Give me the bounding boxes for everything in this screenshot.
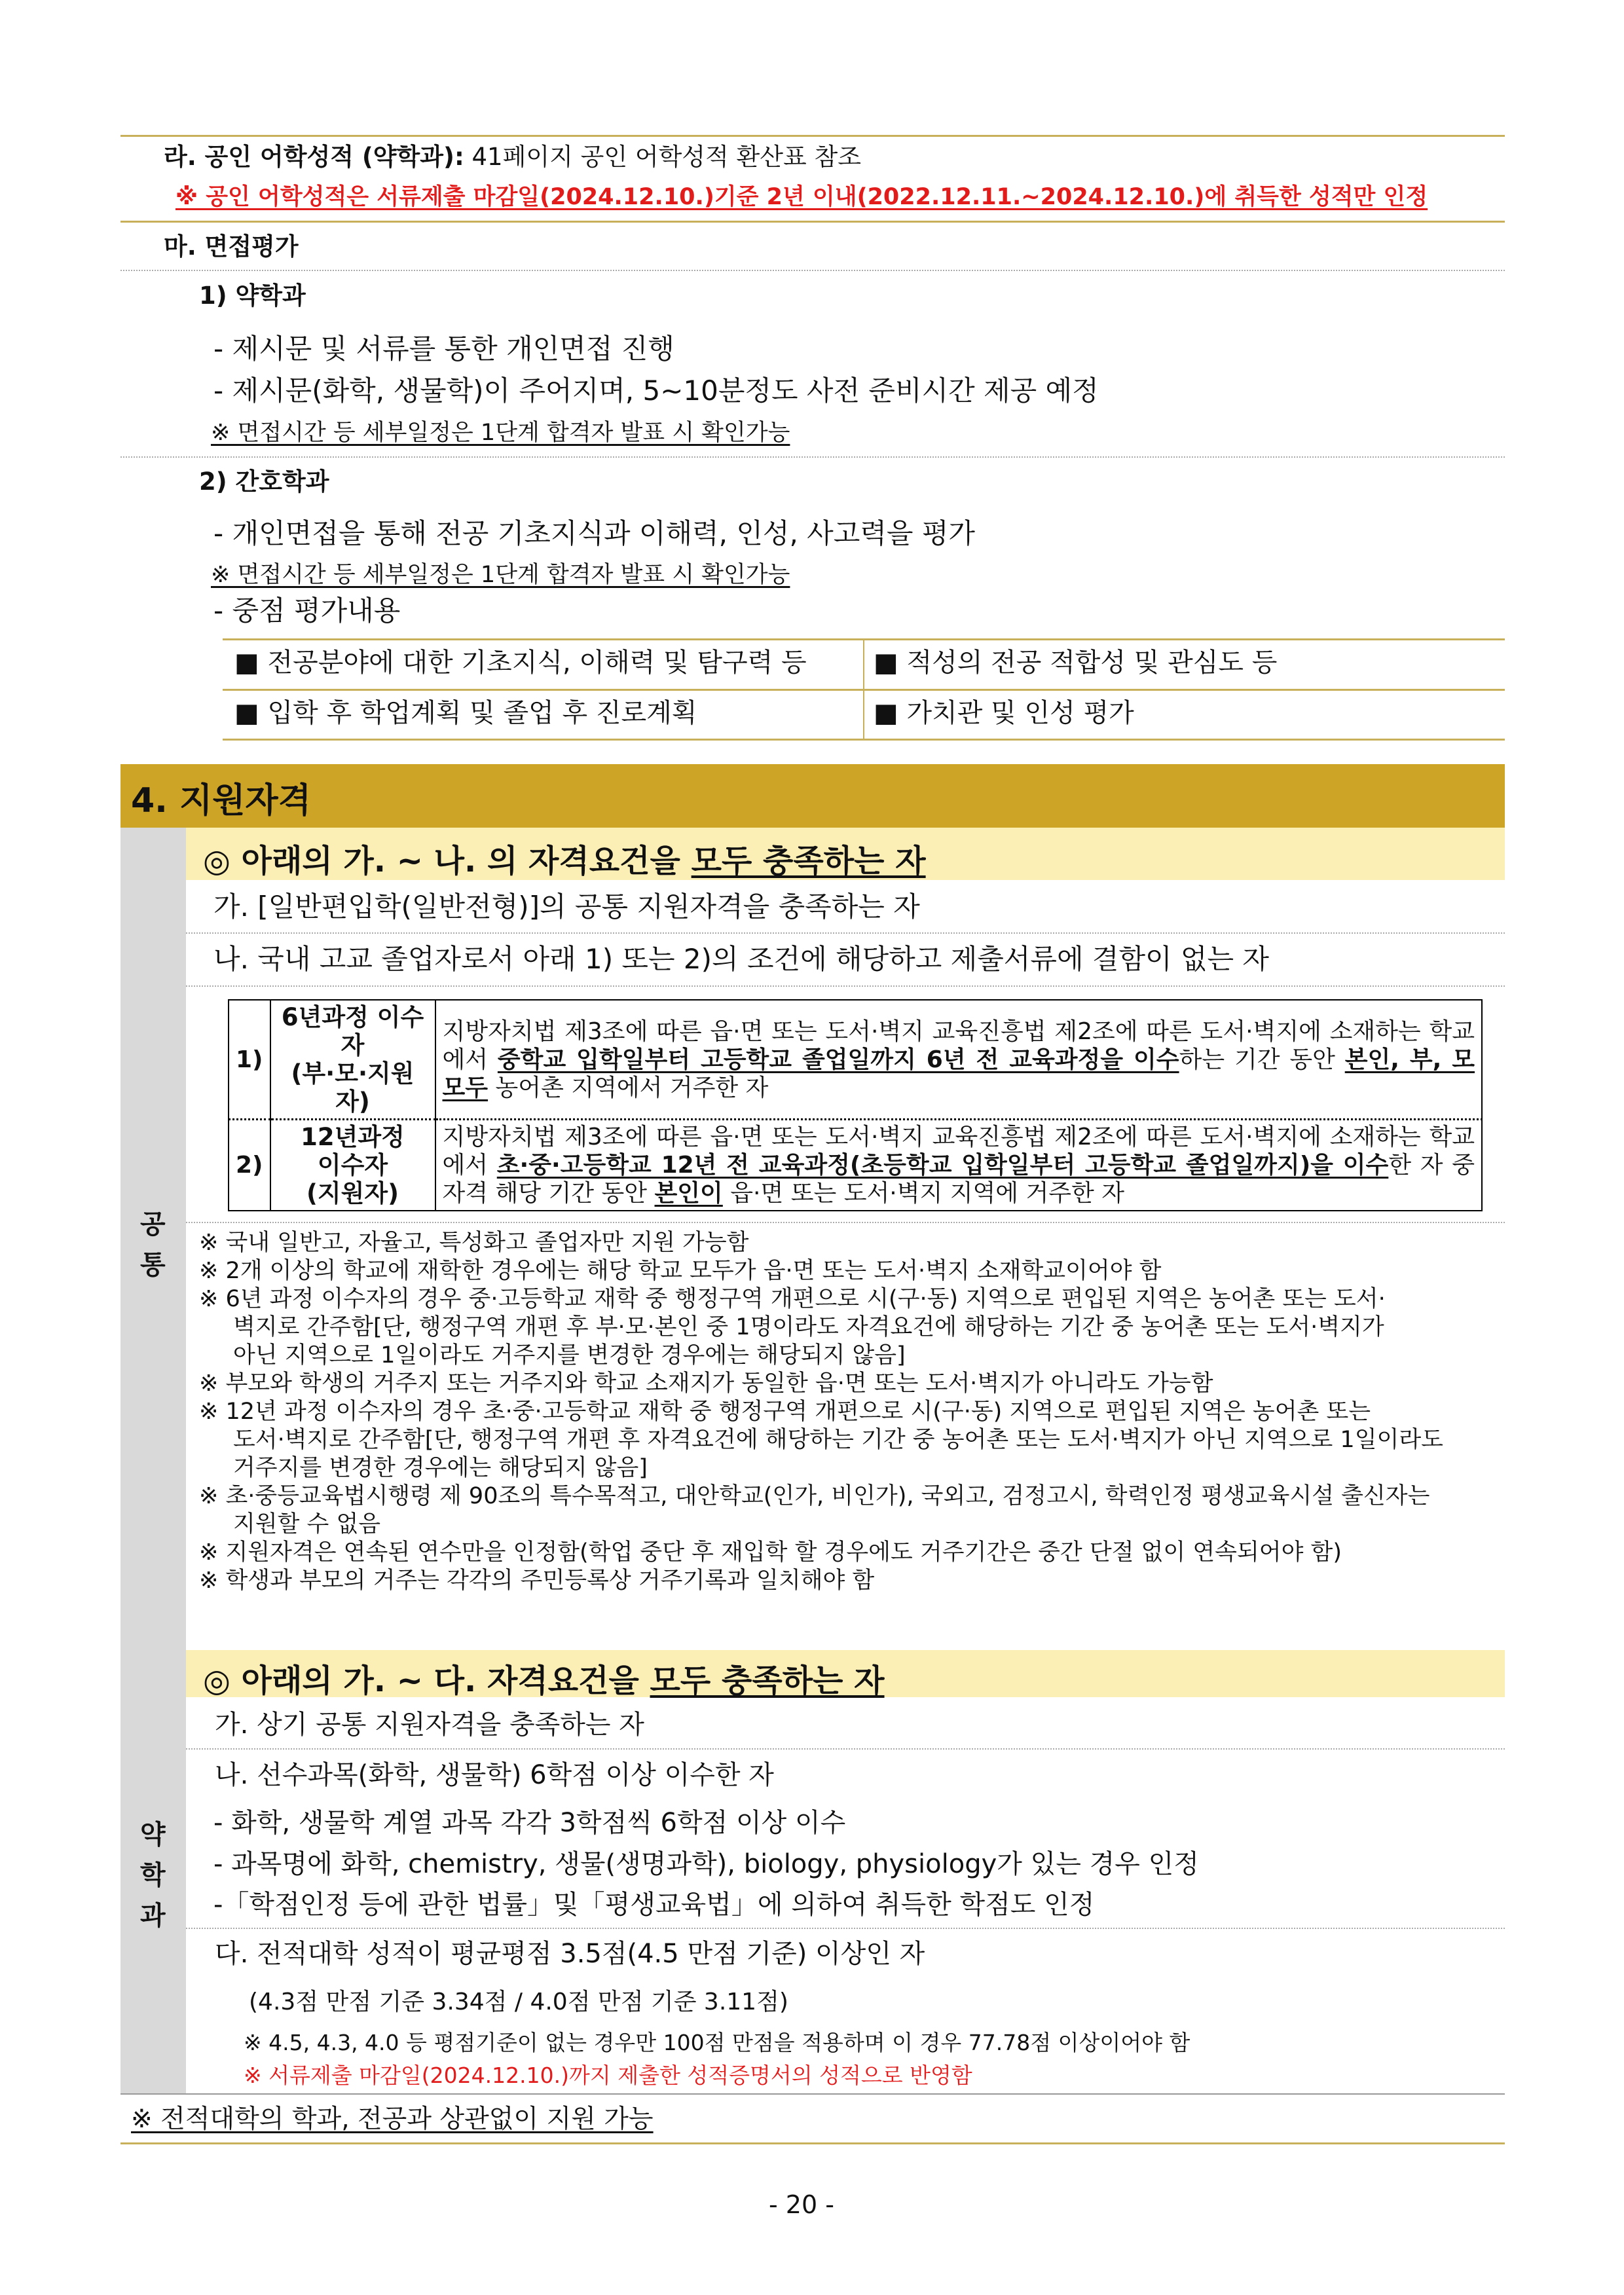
rule xyxy=(120,456,1505,458)
course-table xyxy=(228,999,1483,1211)
pharmacy-side-char: 약 xyxy=(140,1820,166,1850)
row-label: 6년과정 이수자 (부·모·지원자) xyxy=(270,1000,435,1120)
pharmacy-interview-item: - 제시문(화학, 생물학)이 주어지며, 5~10분정도 사전 준비시간 제공 예정 xyxy=(213,375,1099,407)
eval-item: ■ 적성의 전공 적합성 및 관심도 등 xyxy=(874,648,1278,678)
section-ma-title: 마. 면접평가 xyxy=(164,232,299,261)
note: ※ 6년 과정 이수자의 경우 중·고등학교 재학 중 행정구역 개편으로 시(구·동) 지역으로 편입된 지역은 농어촌 또는 도서· xyxy=(199,1286,1386,1312)
pharmacy-side-char: 학 xyxy=(140,1860,166,1890)
pharmacy-na-item: -「학점인정 등에 관한 법률」및「평생교육법」에 의하여 취득한 학점도 인정 xyxy=(213,1890,1095,1920)
pharmacy-da-sub: (4.3점 만점 기준 3.34점 / 4.0점 만점 기준 3.11점) xyxy=(249,1989,788,2015)
grid-rule xyxy=(223,739,1505,741)
row-description: 지방자치법 제3조에 따른 읍·면 또는 도서·벽지 교육진흥법 제2조에 따른 도서·벽지에 소재하는 학교에서 중학교 입학일부터 고등학교 졸업일까지 6년 전 교육과정을 이수하는 기간 동안 본인, 부, 모 모두 농어촌 지역에서 거주한 자 xyxy=(435,1000,1482,1120)
common-side-char: 통 xyxy=(140,1250,166,1280)
eval-item: ■ 입학 후 학업계획 및 졸업 후 진로계획 xyxy=(234,698,697,728)
eval-item: ■ 전공분야에 대한 기초지식, 이해력 및 탐구력 등 xyxy=(234,648,807,678)
pharmacy-side-char: 과 xyxy=(140,1901,166,1931)
common-side-char: 공 xyxy=(140,1209,166,1239)
nursing-interview-item: - 중점 평가내용 xyxy=(213,595,401,627)
row-label: 12년과정 이수자 (지원자) xyxy=(270,1120,435,1211)
note: ※ 부모와 학생의 거주지 또는 거주지와 학교 소재지가 동일한 읍·면 또는 도서·벽지가 아니라도 가능함 xyxy=(199,1370,1213,1397)
pharmacy-da: 다. 전적대학 성적이 평균평점 3.5점(4.5 만점 기준) 이상인 자 xyxy=(215,1939,925,1969)
note: ※ 2개 이상의 학교에 재학한 경우에는 해당 학교 모두가 읍·면 또는 도서·벽지 소재학교이어야 함 xyxy=(199,1258,1162,1284)
section-ra-note: ※ 공인 어학성적은 서류제출 마감일(2024.12.10.)기준 2년 이내(2022.12.11.~2024.12.10.)에 취득한 성적만 인정 xyxy=(175,184,1428,210)
pharmacy-ga: 가. 상기 공통 지원자격을 충족하는 자 xyxy=(215,1710,644,1740)
pharmacy-interview-note: ※ 면접시간 등 세부일정은 1단계 합격자 발표 시 확인가능 xyxy=(211,420,790,446)
note: ※ 초·중등교육법시행령 제 90조의 특수목적고, 대안학교(인가, 비인가), 국외고, 검정고시, 학력인정 평생교육시설 출신자는 xyxy=(199,1483,1430,1509)
section-ra-text: 41페이지 공인 어학성적 환산표 참조 xyxy=(464,143,862,171)
note: 거주지를 변경한 경우에는 해당되지 않음] xyxy=(233,1455,648,1481)
table-row xyxy=(229,1000,1482,1120)
note: 아닌 지역으로 1일이라도 거주지를 변경한 경우에는 해당되지 않음] xyxy=(233,1342,906,1368)
rule xyxy=(186,932,1505,934)
note: 지원할 수 없음 xyxy=(233,1511,381,1537)
nursing-interview-heading: 2) 간호학과 xyxy=(199,468,329,496)
rule xyxy=(120,2093,1505,2095)
note: 도서·벽지로 간주함[단, 행정구역 개편 후 자격요건에 해당하는 기간 중 농어촌 또는 도서·벽지가 아닌 지역으로 1일이라도 xyxy=(233,1427,1443,1453)
pharmacy-da-note-red: ※ 서류제출 마감일(2024.12.10.)까지 제출한 성적증명서의 성적으로 반영함 xyxy=(244,2063,972,2088)
section-4-title: 4. 지원자격 xyxy=(131,781,311,820)
pharmacy-interview-item: - 제시문 및 서류를 통한 개인면접 진행 xyxy=(213,333,674,365)
note: ※ 지원자격은 연속된 연수만을 인정함(학업 중단 후 재입학 할 경우에도 거주기간은 중간 단절 없이 연속되어야 함) xyxy=(199,1539,1342,1566)
pharmacy-heading: ◎ 아래의 가. ~ 다. 자격요건을 모두 충족하는 자 xyxy=(203,1662,885,1699)
grid-divider xyxy=(863,638,864,739)
note: ※ 국내 일반고, 자율고, 특성화고 졸업자만 지원 가능함 xyxy=(199,1230,749,1256)
section-4-header xyxy=(120,764,1505,828)
row-description: 지방자치법 제3조에 따른 읍·면 또는 도서·벽지 교육진흥법 제2조에 따른 도서·벽지에 소재하는 학교에서 초·중·고등학교 12년 전 교육과정(초등학교 입학일부터 고등학교 졸업일까지)을 이수한 자 중 자격 해당 기간 동안 본인이 읍·면 또는 도서·벽지 지역에 거주한 자 xyxy=(435,1120,1482,1211)
pharmacy-na-item: - 과목명에 화학, chemistry, 생물(생명과학), biology, physiology가 있는 경우 인정 xyxy=(213,1849,1199,1879)
rule xyxy=(186,1748,1505,1750)
pharmacy-da-note: ※ 4.5, 4.3, 4.0 등 평점기준이 없는 경우만 100점 만점을 적용하며 이 경우 77.78점 이상이어야 함 xyxy=(244,2030,1190,2055)
row-number: 1) xyxy=(229,1000,270,1120)
pharmacy-na: 나. 선수과목(화학, 생물학) 6학점 이상 이수한 자 xyxy=(215,1760,774,1790)
note: ※ 12년 과정 이수자의 경우 초·중·고등학교 재학 중 행정구역 개편으로 시(구·동) 지역으로 편입된 지역은 농어촌 또는 xyxy=(199,1399,1371,1425)
note: 벽지로 간주함[단, 행정구역 개편 후 부·모·본인 중 1명이라도 자격요건에 해당하는 기간 중 농어촌 또는 도서·벽지가 xyxy=(233,1314,1384,1340)
nursing-interview-item: - 개인면접을 통해 전공 기초지식과 이해력, 인성, 사고력을 평가 xyxy=(213,517,975,549)
rule xyxy=(120,270,1505,271)
eval-item: ■ 가치관 및 인성 평가 xyxy=(874,698,1134,728)
rule xyxy=(186,985,1505,987)
rule xyxy=(186,1222,1505,1223)
common-ga: 가. [일반편입학(일반전형)]의 공통 지원자격을 충족하는 자 xyxy=(213,890,920,923)
bottom-rule xyxy=(120,2142,1505,2144)
top-rule xyxy=(120,135,1505,137)
section-ra xyxy=(164,143,861,172)
rule xyxy=(120,221,1505,223)
row-number: 2) xyxy=(229,1120,270,1211)
page-number: - 20 - xyxy=(769,2190,834,2219)
rule xyxy=(186,1928,1505,1929)
common-na: 나. 국내 고교 졸업자로서 아래 1) 또는 2)의 조건에 해당하고 제출서류에 결함이 없는 자 xyxy=(213,943,1270,975)
common-heading: ◎ 아래의 가. ~ 나. 의 자격요건을 모두 충족하는 자 xyxy=(203,843,926,879)
common-notes xyxy=(199,1229,1502,1595)
section-ra-label: 라. 공인 어학성적 (약학과): xyxy=(164,143,464,171)
note: ※ 학생과 부모의 거주는 각각의 주민등록상 거주기록과 일치해야 함 xyxy=(199,1568,875,1594)
pharmacy-na-item: - 화학, 생물학 계열 과목 각각 3학점씩 6학점 이상 이수 xyxy=(213,1808,846,1838)
pharmacy-interview-heading: 1) 약학과 xyxy=(199,282,306,310)
nursing-interview-note: ※ 면접시간 등 세부일정은 1단계 합격자 발표 시 확인가능 xyxy=(211,562,790,588)
table-row xyxy=(229,1120,1482,1211)
footer-note: ※ 전적대학의 학과, 전공과 상관없이 지원 가능 xyxy=(131,2104,654,2134)
